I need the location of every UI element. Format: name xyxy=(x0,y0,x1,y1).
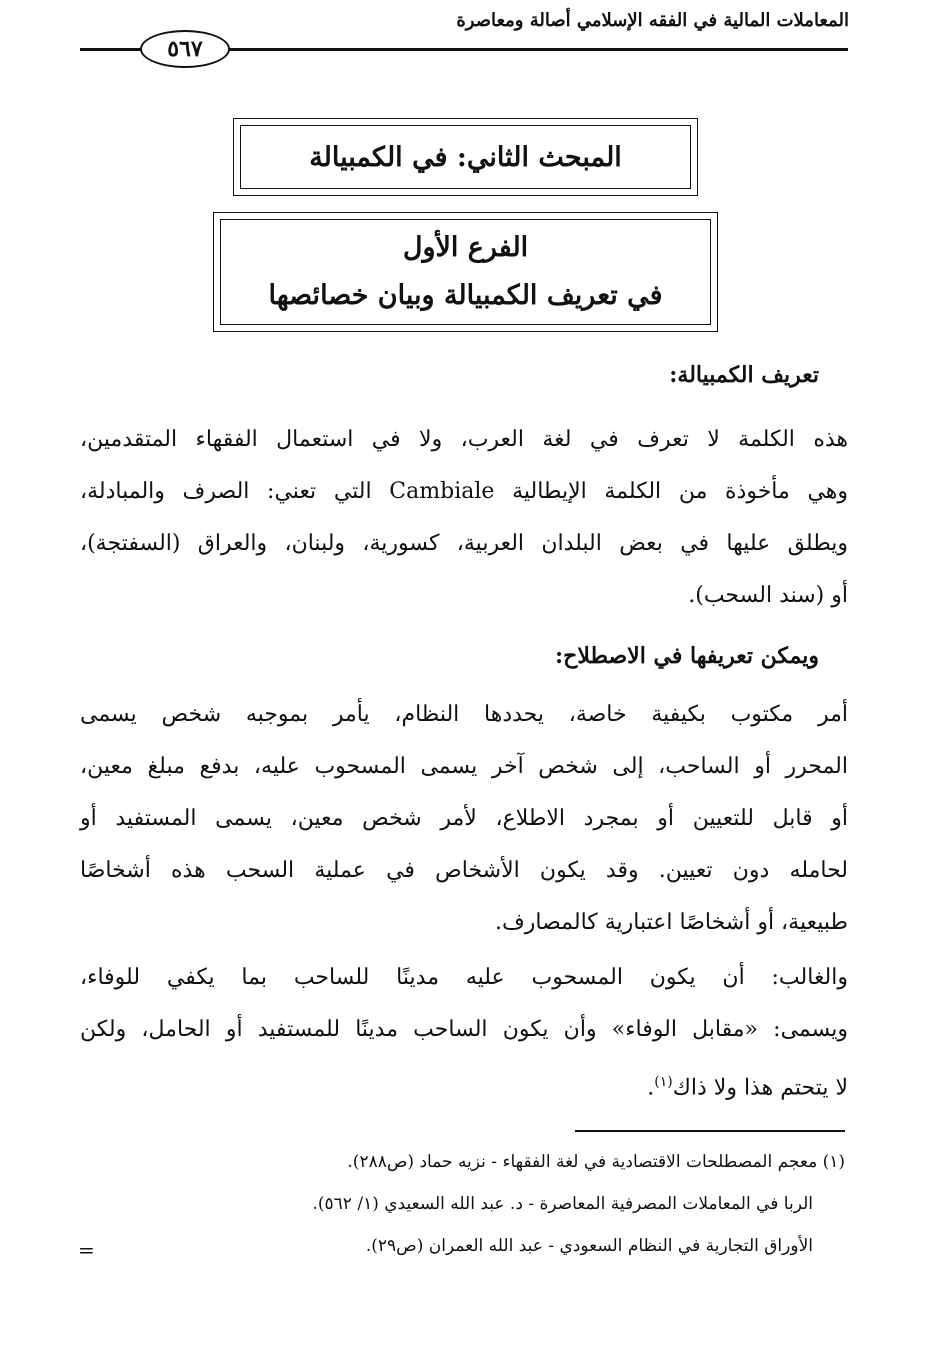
para3-line xyxy=(80,1067,848,1103)
heading-terminology: ويمكن تعريفها في الاصطلاح: xyxy=(555,643,819,669)
section-title-frame xyxy=(233,118,698,196)
para1-line: هذه الكلمة لا تعرف في لغة العرب، ولا في استعمال الفقهاء المتقدمين، xyxy=(80,427,848,452)
para3-line: والغالب: أن يكون المسحوب عليه مدينًا للساحب بما يكفي للوفاء، xyxy=(80,965,848,990)
heading-definition: تعريف الكمبيالة: xyxy=(669,362,819,388)
branch-title xyxy=(220,219,711,325)
footnote: الربا في المعاملات المصرفية المعاصرة - د. عبد الله السعيدي (١/ ٥٦٢). xyxy=(312,1194,813,1214)
branch-title-line2: في تعريف الكمبيالة وبيان خصائصها xyxy=(268,280,663,311)
footnote-reference: (١) xyxy=(654,1074,673,1090)
continuation-mark: = xyxy=(78,1238,95,1262)
para2-line: طبيعية، أو أشخاصًا اعتبارية كالمصارف. xyxy=(494,910,848,935)
para3-line: ويسمى: «مقابل الوفاء» وأن يكون الساحب مدينًا للمستفيد أو الحامل، ولكن xyxy=(80,1017,848,1042)
para3-last-text: لا يتحتم هذا ولا ذاك xyxy=(672,1075,848,1101)
para1-line: ويطلق عليها في بعض البلدان العربية، كسورية، ولبنان، والعراق (السفتجة)، xyxy=(80,531,848,556)
para1-line: وهي مأخوذة من الكلمة الإيطالية Cambiale التي تعني: الصرف والمبادلة، xyxy=(80,479,849,504)
para1-line: أو (سند السحب). xyxy=(688,583,848,608)
period: . xyxy=(647,1075,655,1101)
para2-line: لحامله دون تعيين. وقد يكون الأشخاص في عملية السحب هذه أشخاصًا xyxy=(80,858,848,883)
para2-line: أو قابل للتعيين أو بمجرد الاطلاع، لأمر شخص معين، يسمى المستفيد أو xyxy=(80,806,848,831)
footnote-rule xyxy=(575,1130,845,1132)
branch-title-frame xyxy=(213,212,718,332)
para2-line: المحرر أو الساحب، إلى شخص آخر يسمى المسحوب عليه، بدفع مبلغ معين، xyxy=(80,754,848,779)
page-number: ٥٦٧ xyxy=(140,30,230,68)
footnote: الأوراق التجارية في النظام السعودي - عبد الله العمران (ص٢٩). xyxy=(365,1236,813,1256)
running-title: المعاملات المالية في الفقه الإسلامي أصالة ومعاصرة xyxy=(456,10,849,31)
branch-title-line1: الفرع الأول xyxy=(402,232,529,263)
footnote: (١) معجم المصطلحات الاقتصادية في لغة الفقهاء - نزيه حماد (ص٢٨٨). xyxy=(347,1152,845,1172)
section-title: المبحث الثاني: في الكمبيالة xyxy=(240,125,691,189)
para2-line: أمر مكتوب بكيفية خاصة، يحددها النظام، يأمر بموجبه شخص يسمى xyxy=(80,702,848,727)
